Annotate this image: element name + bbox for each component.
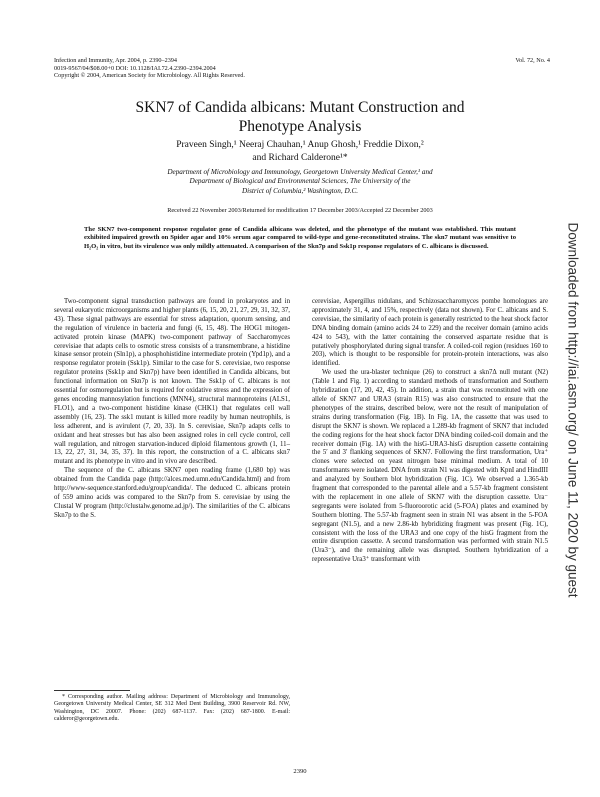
affiliation-line-1: Department of Microbiology and Immunology, Georgetown University Medical Center,¹ and — [167, 168, 433, 176]
footnote-divider — [54, 690, 130, 691]
download-watermark — [563, 200, 583, 620]
right-column — [312, 298, 548, 565]
authors-line-2: and Richard Calderone¹* — [252, 152, 348, 163]
left-column — [54, 298, 290, 521]
journal-citation: Infection and Immunity, Apr. 2004, p. 2390–2394 — [54, 57, 177, 64]
affiliations — [60, 168, 540, 196]
page-number: 2390 — [293, 768, 307, 775]
running-header — [54, 57, 245, 80]
volume-number: Vol. 72, No. 4 — [515, 57, 550, 64]
abstract: The SKN7 two-component response regulator gene of Candida albicans was deleted, and the phenotype of the mutant was established. This mutant exhibited impaired growth on Spider agar and 10% serum agar compared to wild-type and gene-reconstituted strains. The skn7 mutant was sensitive to H₂O₂ in vitro, but its virulence was only mildly attenuated. A comparison of the Skn7p and Ssk1p response regulators of C. albicans is discussed. — [84, 226, 516, 250]
corresponding-author-footnote — [54, 694, 290, 723]
footnote-text: * Corresponding author. Mailing address: Department of Microbiology and Immunology, Georgetown University Medical Center, SE 312 Med Dent Building, 3900 Reservoir Rd. NW, Washington, DC 20007. Phone: (202) 687-1137. Fax: (202) 687-1800. E-mail: calderor@georgetown.edu. — [54, 694, 290, 722]
title-line-1: SKN7 of Candida albicans: Mutant Construction and — [135, 99, 465, 116]
authors-line-1: Praveen Singh,¹ Neeraj Chauhan,¹ Anup Ghosh,¹ Freddie Dixon,² — [176, 140, 424, 150]
received-dates: Received 22 November 2003/Returned for modification 17 December 2003/Accepted 22 December 2003 — [167, 207, 433, 214]
watermark-text: Downloaded from http://iai.asm.org/ on June 11, 2020 by guest — [565, 222, 581, 598]
title-line-2: Phenotype Analysis — [238, 118, 362, 135]
intro-paragraph: Two-component signal transduction pathways are found in prokaryotes and in several eukaryotic microorganisms and higher plants (6, 15, 20, 21, 27, 29, 31, 32, 37, 43). These signal pathways are essential for stress adaptation, quorum sensing, and the regulation of virulence in bacteria and fungi (6, 15, 48). The HOG1 mitogen-activated protein kinase (MAPK) two-component pathway of Saccharomyces cerevisiae that adapts cells to osmotic stress consists of a transmembrane, a histidine kinase sensor protein (Sln1p), a phosphohistidine intermediate protein (Ypd1p), and a response regulator protein (Ssk1p). Similar to the case for S. cerevisiae, two response regulator proteins (Ssk1p and Skn7p) have been identified in Candida albicans, but functional information on Skn7p is not known. The Ssk1p of C. albicans is not essential for osmoregulation but is required for oxidative stress and the expression of genes encoding mannosylation functions (MNN4), structural mannoproteins (ALS1, FLO1), and a two-component histidine kinase (CHK1) that regulates cell wall assembly (16, 23). The ssk1 mutant is killed more readily by human neutrophils, is less adherent, and is avirulent (7, 20, 33). In S. cerevisiae, Skn7p adapts cells to oxidant and heat stresses but has also been assigned roles in cell cycle control, cell wall regulation, and nitrogen starvation-induced diploid filamentous growth (1, 11–13, 22, 27, 31, 34, 35, 37). In this report, the construction of a C. albicans skn7 mutant and its phenotype in vitro and in vivo are described. — [54, 298, 290, 466]
sequence-paragraph: The sequence of the C. albicans SKN7 open reading frame (1,680 bp) was obtained from the Candida page (http://alces.med.umn.edu/Candida.html) and from http://www-sequence.stanford.edu/group/candida/. The deduced C. albicans protein of 559 amino acids was compared to the Skn7p from S. cerevisiae by using the Clustal W program (http://clustalw.genome.ad.jp/). The similarities of the C. albicans Skn7p to the S. — [54, 467, 290, 519]
article-title — [60, 98, 540, 136]
affiliation-line-2: Department of Biological and Environmental Sciences, The University of the — [189, 177, 411, 186]
issn-doi: 0019-9567/04/$08.00+0 DOI: 10.1128/IAI.72.4.2390–2394.2004 — [54, 64, 216, 72]
methods-paragraph: We used the ura-blaster technique (26) to construct a skn7Δ null mutant (N2) (Table 1 and Fig. 1) according to standard methods of transformation and Southern hybridization (17, 20, 42, 45). In addition, a strain that was reconstituted with one allele of SKN7 and URA3 (strain R15) was also constructed to ensure that the phenotypes of the strains, described below, were not the result of manipulation of strains during transformation (Fig. 1B). In Fig. 1A, the cassette that was used to disrupt the SKN7 is shown. We replaced a 1.289-kb fragment of SKN7 that included the coding regions for the heat shock factor DNA binding coiled-coil domain and the receiver domain (Fig. 1A) with the hisG-URA3-hisG disruption cassette containing the 5′ and 3′ flanking sequences of SKN7. Following the first transformation, Ura⁺ clones were selected on yeast nitrogen base minimal medium. A total of 10 transformants were isolated. DNA from strain N1 was digested with KpnI and HindIII and analyzed by Southern blot hybridization (Fig. 1C). We observed a 1.365-kb fragment that corresponded to the parental allele and a 5.57-kb fragment consistent with the replacement in one allele of SKN7 with the disruption cassette. Ura⁻ segregants were isolated from 5-fluoroorotic acid (5-FOA) plates and examined by Southern blotting. The 5.57-kb fragment seen in strain N1 was absent in the 5-FOA segregant (N1.5), and a new 2.86-kb hybridizing fragment was present (Fig. 1C), consistent with the loss of the URA3 and one copy of the hisG fragment from the entire disruption cassette. A second transformation was performed with strain N1.5 (Ura3⁻), and the remaining allele was disrupted. Southern hybridization of a representative Ura3⁺ transformant with — [312, 369, 548, 564]
homologue-paragraph: cerevisiae, Aspergillus nidulans, and Schizosaccharomyces pombe homologues are approximately 31, 4, and 15%, respectively (data not shown). For C. albicans and S. cerevisiae, the similarity of each protein is generally restricted to the heat shock factor DNA binding domain (amino acids 24 to 229) and the receiver domain (amino acids 424 to 543), with the latter containing the conserved aspartate residue that is putatively phosphorylated during signal transfer. A coiled-coil region (residues 160 to 203), which is thought to be responsible for protein-protein interactions, was also identified. — [312, 298, 549, 368]
copyright-line: Copyright © 2004, American Society for Microbiology. All Rights Reserved. — [54, 72, 245, 80]
author-list — [60, 139, 540, 164]
affiliation-line-3: District of Columbia,² Washington, D.C. — [241, 186, 359, 195]
